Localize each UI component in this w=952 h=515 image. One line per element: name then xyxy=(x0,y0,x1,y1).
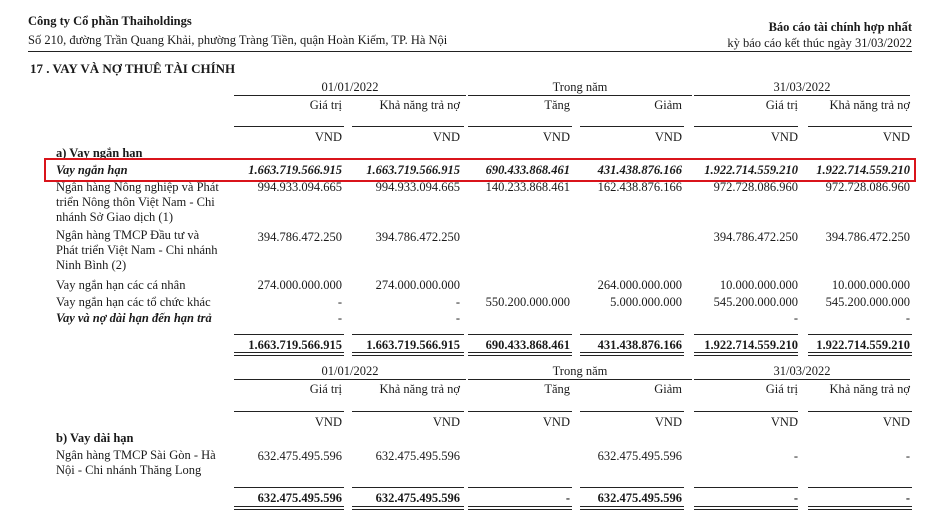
cell: 632.475.495.596 xyxy=(375,449,460,463)
t2-currency: VND xyxy=(654,415,682,429)
row-label: Vay ngắn hạn các tổ chức khác xyxy=(56,295,211,309)
cell: 994.933.094.665 xyxy=(375,180,460,194)
cell: 550.200.000.000 xyxy=(485,295,570,309)
t1-currency: VND xyxy=(654,130,682,144)
t2-subsection-title: b) Vay dài hạn xyxy=(56,431,134,445)
cell: 972.728.086.960 xyxy=(713,180,798,194)
cell: - xyxy=(455,311,460,325)
cell: 1.663.719.566.915 xyxy=(366,338,460,352)
t1-col-decrease: Giảm xyxy=(654,98,682,112)
t1-group-during: Trong năm xyxy=(552,80,608,94)
cell: 274.000.000.000 xyxy=(375,278,460,292)
t2-currency: VND xyxy=(432,415,460,429)
cell: 1.922.714.559.210 xyxy=(816,338,910,352)
cell: 394.786.472.250 xyxy=(257,230,342,244)
t1-currency: VND xyxy=(882,130,910,144)
t1-col-capacity-close: Khả năng trả nợ xyxy=(829,98,910,112)
row-label: Ngân hàng Nông nghiệp và Phát triển Nông thôn Việt Nam - Chi nhánh Sở Giao dịch (1) xyxy=(56,180,219,224)
cell: 1.663.719.566.915 xyxy=(248,338,342,352)
cell: 140.233.868.461 xyxy=(485,180,570,194)
t1-currency: VND xyxy=(770,130,798,144)
t1-group-opening: 01/01/2022 xyxy=(321,80,379,94)
cell: 1.663.719.566.915 xyxy=(248,163,342,177)
row-label: Ngân hàng TMCP Đầu tư và Phát triển Việt Nam - Chi nhánh Ninh Bình (2) xyxy=(56,228,218,272)
cell: - xyxy=(455,295,460,309)
t2-currency: VND xyxy=(314,415,342,429)
t2-group-during: Trong năm xyxy=(552,364,608,378)
cell: - xyxy=(905,449,910,463)
t1-col-value-close: Giá trị xyxy=(765,98,798,112)
cell: 10.000.000.000 xyxy=(719,278,798,292)
t1-currency: VND xyxy=(542,130,570,144)
cell: - xyxy=(793,491,798,505)
cell: 274.000.000.000 xyxy=(257,278,342,292)
cell: - xyxy=(337,295,342,309)
cell: - xyxy=(793,449,798,463)
t1-currency: VND xyxy=(314,130,342,144)
cell: 690.433.868.461 xyxy=(485,338,570,352)
cell: 1.922.714.559.210 xyxy=(704,338,798,352)
cell: 431.438.876.166 xyxy=(597,163,682,177)
header-divider xyxy=(28,51,912,52)
cell: - xyxy=(905,491,910,505)
cell: 264.000.000.000 xyxy=(597,278,682,292)
t1-col-increase: Tăng xyxy=(544,98,570,112)
cell: 972.728.086.960 xyxy=(825,180,910,194)
t2-col-capacity-open: Khả năng trả nợ xyxy=(379,382,460,396)
cell: - xyxy=(793,311,798,325)
cell: 394.786.472.250 xyxy=(825,230,910,244)
cell: 632.475.495.596 xyxy=(257,491,342,505)
t2-col-value-open: Giá trị xyxy=(309,382,342,396)
cell: 632.475.495.596 xyxy=(597,449,682,463)
row-label: Vay và nợ dài hạn đến hạn trả xyxy=(56,311,212,325)
row-label: Vay ngắn hạn các cá nhân xyxy=(56,278,186,292)
t1-col-value-open: Giá trị xyxy=(309,98,342,112)
cell: 690.433.868.461 xyxy=(485,163,570,177)
t2-currency: VND xyxy=(542,415,570,429)
report-period: kỳ báo cáo kết thúc ngày 31/03/2022 xyxy=(727,36,912,50)
t1-group-closing: 31/03/2022 xyxy=(773,80,831,94)
cell: 545.200.000.000 xyxy=(713,295,798,309)
company-name: Công ty Cổ phần Thaiholdings xyxy=(28,14,192,28)
cell: 394.786.472.250 xyxy=(375,230,460,244)
cell: 10.000.000.000 xyxy=(831,278,910,292)
t2-group-closing: 31/03/2022 xyxy=(773,364,831,378)
company-address: Số 210, đường Trần Quang Khải, phường Tràng Tiền, quận Hoàn Kiếm, TP. Hà Nội xyxy=(28,33,448,47)
t2-col-decrease: Giảm xyxy=(654,382,682,396)
cell: 1.922.714.559.210 xyxy=(816,163,910,177)
section-title: 17 . VAY VÀ NỢ THUÊ TÀI CHÍNH xyxy=(30,61,236,76)
cell: 1.922.714.559.210 xyxy=(704,163,798,177)
cell: 1.663.719.566.915 xyxy=(366,163,460,177)
cell: - xyxy=(565,491,570,505)
cell: 632.475.495.596 xyxy=(257,449,342,463)
cell: 632.475.495.596 xyxy=(375,491,460,505)
t2-col-value-close: Giá trị xyxy=(765,382,798,396)
cell: - xyxy=(337,311,342,325)
cell: 5.000.000.000 xyxy=(610,295,682,309)
row-label: Vay ngắn hạn xyxy=(56,163,128,177)
t2-col-increase: Tăng xyxy=(544,382,570,396)
cell: 994.933.094.665 xyxy=(257,180,342,194)
t2-currency: VND xyxy=(770,415,798,429)
row-label: Ngân hàng TMCP Sài Gòn - Hà Nội - Chi nhánh Thăng Long xyxy=(56,448,216,477)
cell: 162.438.876.166 xyxy=(597,180,682,194)
t1-currency: VND xyxy=(432,130,460,144)
t1-col-capacity-open: Khả năng trả nợ xyxy=(379,98,460,112)
cell: - xyxy=(905,311,910,325)
t2-col-capacity-close: Khả năng trả nợ xyxy=(829,382,910,396)
cell: 632.475.495.596 xyxy=(597,491,682,505)
cell: 545.200.000.000 xyxy=(825,295,910,309)
t2-group-opening: 01/01/2022 xyxy=(321,364,379,378)
t2-currency: VND xyxy=(882,415,910,429)
cell: 394.786.472.250 xyxy=(713,230,798,244)
cell: 431.438.876.166 xyxy=(597,338,682,352)
t1-subsection-title: a) Vay ngắn hạn xyxy=(56,146,143,160)
report-title: Báo cáo tài chính hợp nhất xyxy=(768,20,912,34)
